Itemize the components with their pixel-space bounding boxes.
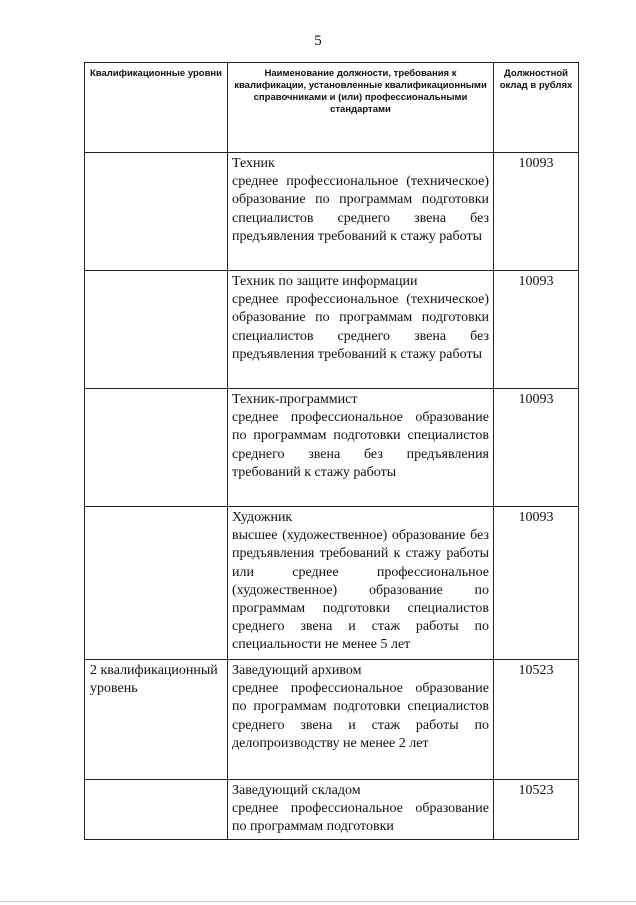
page-number: 5 [314,33,322,49]
position-cell [228,153,494,271]
position-cell [228,389,494,507]
header-qualification-levels: Квалификационные уровни [85,63,228,153]
position-title: Художник [232,510,293,525]
table-row [85,389,579,507]
position-title: Техник [232,156,275,171]
table-row [85,153,579,271]
table-header-row [85,63,579,153]
salary-cell: 10093 [494,271,579,389]
qualification-table [84,62,579,840]
page-bottom-edge [0,901,636,902]
salary-cell: 10523 [494,660,579,780]
position-cell [228,271,494,389]
table-row [85,271,579,389]
position-title: Заведующий складом [232,783,361,798]
position-requirements: высшее (художественное) образование без предъявления требований к стажу работы или среднее профессиональное (художественное) образование по программам подготовки специалистов среднего звена и стаж работы по специальности не менее 5 лет [232,528,489,653]
position-title: Техник по защите информации [232,274,418,289]
position-cell [228,507,494,660]
table-row [85,507,579,660]
level-cell: 2 квалификационный уровень [85,660,228,780]
level-cell [85,389,228,507]
level-cell [85,780,228,840]
level-cell [85,153,228,271]
level-cell [85,507,228,660]
position-title: Техник-программист [232,392,358,407]
position-cell [228,780,494,840]
position-requirements: среднее профессиональное образование по программам подготовки [232,801,489,835]
position-cell [228,660,494,780]
header-position-requirements: Наименование должности, требования к квалификации, установленные квалификационными справочниками и (или) профессиональными стандартами [228,63,494,153]
position-requirements: среднее профессиональное образование по программам подготовки специалистов среднего звена без предъявления требований к стажу работы [232,410,489,480]
table-row [85,660,579,780]
salary-cell: 10093 [494,507,579,660]
position-requirements: среднее профессиональное (техническое) образование по программам подготовки специалистов среднего звена без предъявления требований к стажу работы [232,174,489,244]
position-requirements: среднее профессиональное образование по программам подготовки специалистов среднего звена и стаж работы по делопроизводству не менее 2 лет [232,681,489,751]
salary-cell: 10523 [494,780,579,840]
header-salary: Должностной оклад в рублях [494,63,579,153]
position-requirements: среднее профессиональное (техническое) образование по программам подготовки специалистов среднего звена без предъявления требований к стажу работы [232,292,489,362]
level-cell [85,271,228,389]
position-title: Заведующий архивом [232,663,362,678]
salary-cell: 10093 [494,389,579,507]
salary-cell: 10093 [494,153,579,271]
table-row [85,780,579,840]
